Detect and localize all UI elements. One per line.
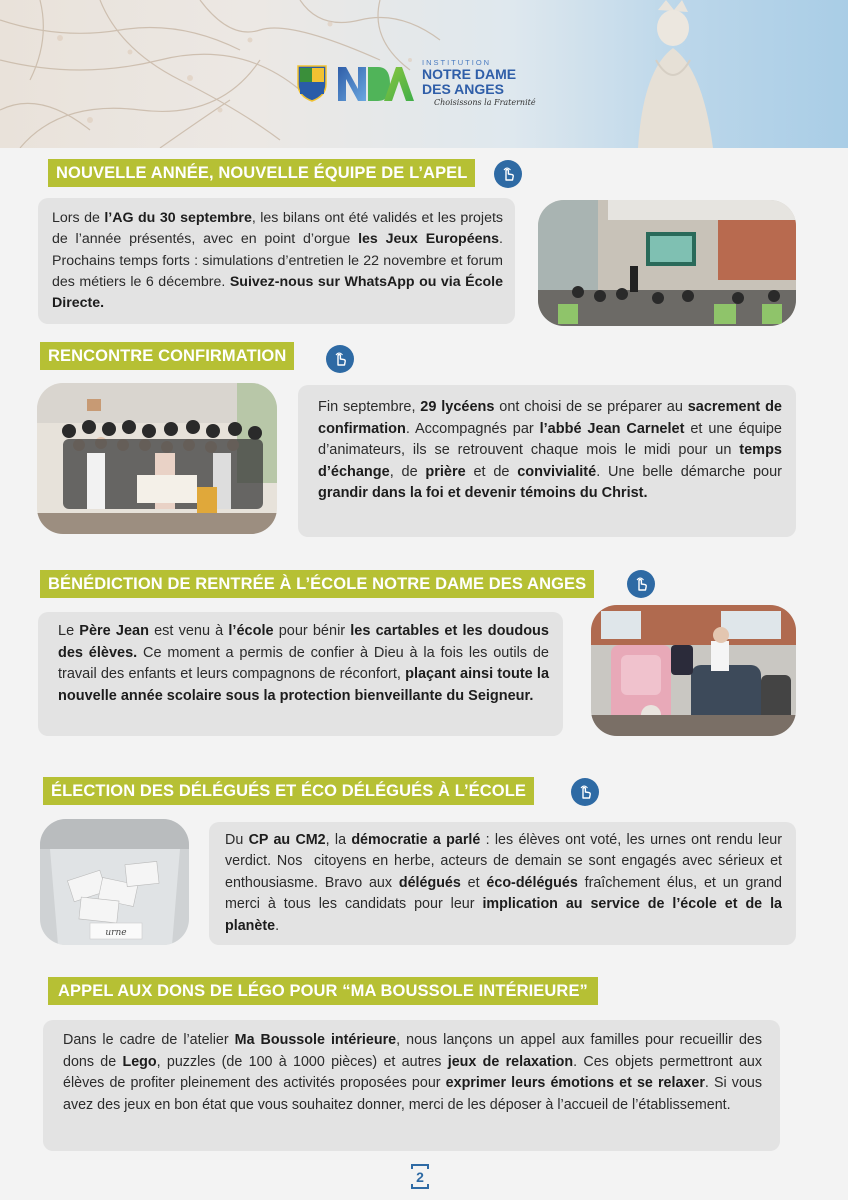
hand-pointer-icon[interactable] [627,570,655,598]
section-title-lego: APPEL AUX DONS DE LÉGO POUR “MA BOUSSOLE INTÉRIEURE” [48,977,598,1005]
hand-pointer-icon[interactable] [571,778,599,806]
hand-pointer-icon[interactable] [326,345,354,373]
page-number-value: 2 [416,1168,424,1185]
logo-wordmark [422,58,536,109]
section-text-apel: Lors de l’AG du 30 septembre, les bilans ont été validés et les projets de l’année présentés, avec en point d’orgue les Jeux Européens. Prochains temps forts : simulations d’entretien le 22 novembre et forum des métiers le 6 décembre. Suivez-nous sur WhatsApp ou via École Directe. [52,210,504,312]
section-card-benediction [38,612,563,736]
section-text-benediction: Le Père Jean est venu à l’école pour bénir les cartables et les doudous des élèves. Ce moment a permis de confier à Dieu à la fois les outils de travail des enfants et leurs compagnons de réconfort, plaçant ainsi toute la nouvelle année scolaire sous la protection bienveillante du Seigneur. [58,623,550,704]
nda-monogram [336,63,414,103]
section-title-benediction: BÉNÉDICTION DE RENTRÉE À L’ÉCOLE NOTRE DAME DES ANGES [40,570,594,598]
header-banner [0,0,848,148]
logo-institution-label: INSTITUTION [422,57,492,67]
crest-icon [296,64,328,102]
section-card-lego [43,1020,780,1151]
school-logo [296,56,536,110]
section-title-confirmation: RENCONTRE CONFIRMATION [40,342,294,370]
statue-illustration [608,0,738,148]
page-number [410,1163,430,1190]
photo-ballot-box [40,819,189,945]
photo-confirmation-group [37,383,277,534]
ballot-box-caption: urne [105,928,127,938]
section-title-apel: NOUVELLE ANNÉE, NOUVELLE ÉQUIPE DE L’APEL [48,159,475,187]
section-card-elections [209,822,796,945]
logo-name-line2: DES ANGES [422,80,504,97]
section-title-elections: ÉLECTION DES DÉLÉGUÉS ET ÉCO DÉLÉGUÉS À L’ÉCOLE [43,777,534,805]
logo-tagline: Choisissons la Fraternité [434,97,536,107]
section-text-confirmation: Fin septembre, 29 lycéens ont choisi de se préparer au sacrement de confirmation. Accompagnés par l’abbé Jean Carnelet et une équipe d’animateurs, ils se retrouvent chaque mois le midi pour un temps d’échange, de prière et de convivialité. Une belle démarche pour grandir dans la foi et devenir témoins du Christ. [318,399,782,502]
logo-name-line1: NOTRE DAME [422,65,517,82]
photo-blessing-schoolbags [591,605,796,736]
section-text-elections: Du CP au CM2, la démocratie a parlé : les élèves ont voté, les urnes ont rendu leur verdict. Nos citoyens en herbe, acteurs de demain se sont engagés avec sérieux et enthousiasme. Bravo aux délégués et éco-délégués fraîchement élus, et un grand merci à tous les candidats pour leur implication au service de l’école et de la planète. [225,832,783,934]
hand-pointer-icon[interactable] [494,160,522,188]
section-card-confirmation [298,385,796,537]
photo-meeting-room [538,200,796,326]
section-text-lego: Dans le cadre de l’atelier Ma Boussole intérieure, nous lançons un appel aux familles pour recueillir des dons de Lego, puzzles (de 100 à 1000 pièces) et autres jeux de relaxation. Ces objets permettront aux élèves de profiter pleinement des activités proposées pour exprimer leurs émotions et se relaxer. Si vous avez des jeux en bon état que vous souhaitez donner, merci de les déposer à l’accueil de l’établissement. [63,1032,763,1113]
section-card-apel [38,198,515,324]
